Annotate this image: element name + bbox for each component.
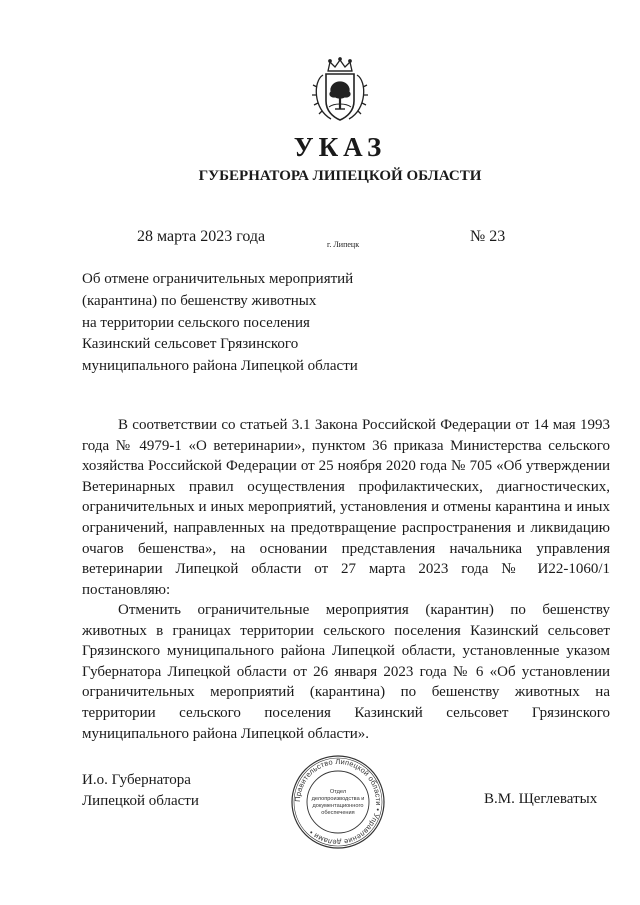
subject-line: (карантина) по бешенству животных [82,292,317,309]
coat-of-arms-icon [301,57,379,125]
stamp-center-line: Отдел [329,789,347,795]
signer-line: Липецкой области [82,792,199,809]
stamp-center-line: делопроизводства и [311,796,365,802]
official-stamp [290,754,386,850]
subject-line: муниципального района Липецкой области [82,358,358,375]
body-paragraph-decision: Отменить ограничительные мероприятия (карантин) по бешенству животных в границах территории сельского поселения Казинский сельсовет Грязинского муниципального района Липецкой области, установленные указом Губернатора Липецкой области от 26 января 2023 года № 6 «Об установлении ограничительных мероприятий (карантина) по бешенству животных на территории сельского поселения Казинский сельсовет Грязинского муниципального района Липецкой области». [82,602,610,742]
stamp-center-line: документационного [312,803,364,809]
body-paragraph-basis: В соответствии со статьей 3.1 Закона Российской Федерации от 14 мая 1993 года № 4979-1 «О ветеринарии», пунктом 36 приказа Министерства сельского хозяйства Российской Федерации от 25 ноября 2020 года № 705 «Об утверждении Ветеринарных правил осуществления профилактических, диагностических, ограничительных и иных мероприятий, установления и отмены карантина и иных ограничений, направленных на предотвращение распространения и ликвидацию очагов бешенства», на основании представления начальника управления ветеринарии Липецкой области от 27 марта 2023 года № И22-1060/1 постановляю: [82,417,610,598]
decree-date: 28 марта 2023 года [137,228,266,245]
subject-line: на территории сельского поселения [82,314,310,331]
signer-line: И.о. Губернатора [82,772,191,788]
subject-line: Казинский сельсовет Грязинского [82,336,299,353]
stamp-center-line: обеспечения [321,810,355,816]
document-subtitle: ГУБЕРНАТОРА ЛИПЕЦКОЙ ОБЛАСТИ [198,168,482,184]
decree-place: г. Липецк [327,240,360,249]
document-title: УКАЗ [293,132,387,162]
signer-title [82,770,199,811]
decree-subject [82,269,402,378]
decree-number: № 23 [470,228,506,245]
signer-name: В.М. Щеглеватых [484,791,598,807]
subject-line: Об отмене ограничительных мероприятий [82,271,354,287]
stamp-ring-text: Правительство Липецкой области • Управление делами • [292,756,384,848]
